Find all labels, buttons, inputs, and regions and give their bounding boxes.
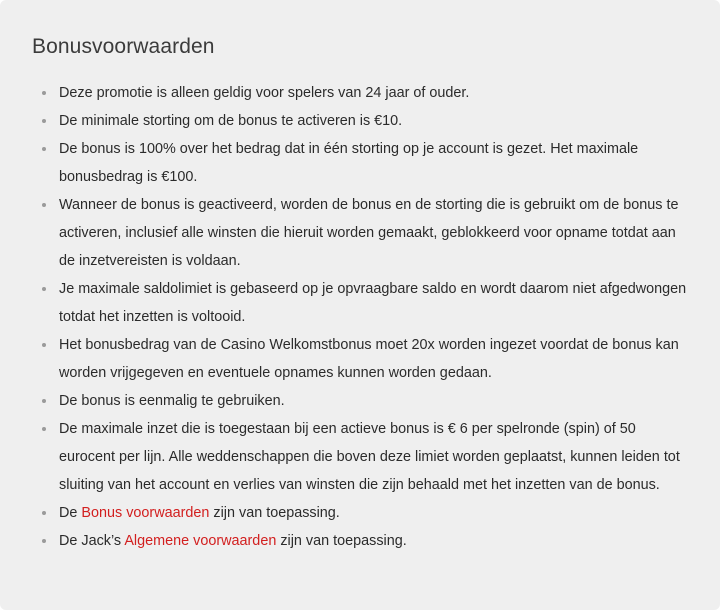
- bullet-icon: [42, 119, 46, 123]
- term-text-suffix: zijn van toepassing.: [209, 505, 340, 521]
- bullet-icon: [42, 511, 46, 515]
- bonus-conditions-link[interactable]: Bonus voorwaarden: [81, 505, 210, 521]
- term-text: Je maximale saldolimiet is gebaseerd op je opvraagbare saldo en wordt daarom niet afgedwongen totdat het inzetten is voltooid.: [59, 281, 687, 325]
- term-text: De maximale inzet die is toegestaan bij een actieve bonus is € 6 per spelronde (spin) of 50 eurocent per lijn. Alle weddenschappen die boven deze limiet worden geplaatst, kunnen leiden tot sluiting van het account en verlies van winsten die zijn behaald met het inzetten van de bonus.: [59, 421, 680, 493]
- terms-list: [32, 79, 690, 555]
- term-item: [32, 387, 690, 415]
- term-text: De bonus is eenmalig te gebruiken.: [59, 393, 285, 409]
- bullet-icon: [42, 91, 46, 95]
- term-item: [32, 275, 690, 331]
- bullet-icon: [42, 287, 46, 291]
- bullet-icon: [42, 539, 46, 543]
- term-text: De minimale storting om de bonus te activeren is €10.: [59, 113, 403, 129]
- term-item: [32, 415, 690, 499]
- term-text: Deze promotie is alleen geldig voor spelers van 24 jaar of ouder.: [59, 85, 470, 101]
- term-text: Wanneer de bonus is geactiveerd, worden de bonus en de storting die is gebruikt om de bonus te activeren, inclusief alle winsten die hieruit worden gemaakt, geblokkeerd voor opname totdat aan de inzetvereisten is voldaan.: [59, 197, 679, 269]
- term-text-suffix: zijn van toepassing.: [276, 533, 407, 549]
- term-item: [32, 191, 690, 275]
- bullet-icon: [42, 399, 46, 403]
- term-text-prefix: De: [59, 505, 82, 521]
- term-item-general-conditions: [32, 527, 690, 555]
- bullet-icon: [42, 343, 46, 347]
- term-item: [32, 79, 690, 107]
- term-item-bonus-conditions: [32, 499, 690, 527]
- bullet-icon: [42, 147, 46, 151]
- section-title: Bonusvoorwaarden: [32, 35, 215, 58]
- term-item: [32, 135, 690, 191]
- bullet-icon: [42, 203, 46, 207]
- bullet-icon: [42, 427, 46, 431]
- general-conditions-link[interactable]: Algemene voorwaarden: [124, 533, 277, 549]
- term-item: [32, 331, 690, 387]
- term-item: [32, 107, 690, 135]
- term-text: De bonus is 100% over het bedrag dat in één storting op je account is gezet. Het maximale bonusbedrag is €100.: [59, 141, 639, 185]
- term-text: Het bonusbedrag van de Casino Welkomstbonus moet 20x worden ingezet voordat de bonus kan worden vrijgegeven en eventuele opnames kunnen worden gedaan.: [59, 337, 679, 381]
- term-text-prefix: De Jack’s: [59, 533, 125, 549]
